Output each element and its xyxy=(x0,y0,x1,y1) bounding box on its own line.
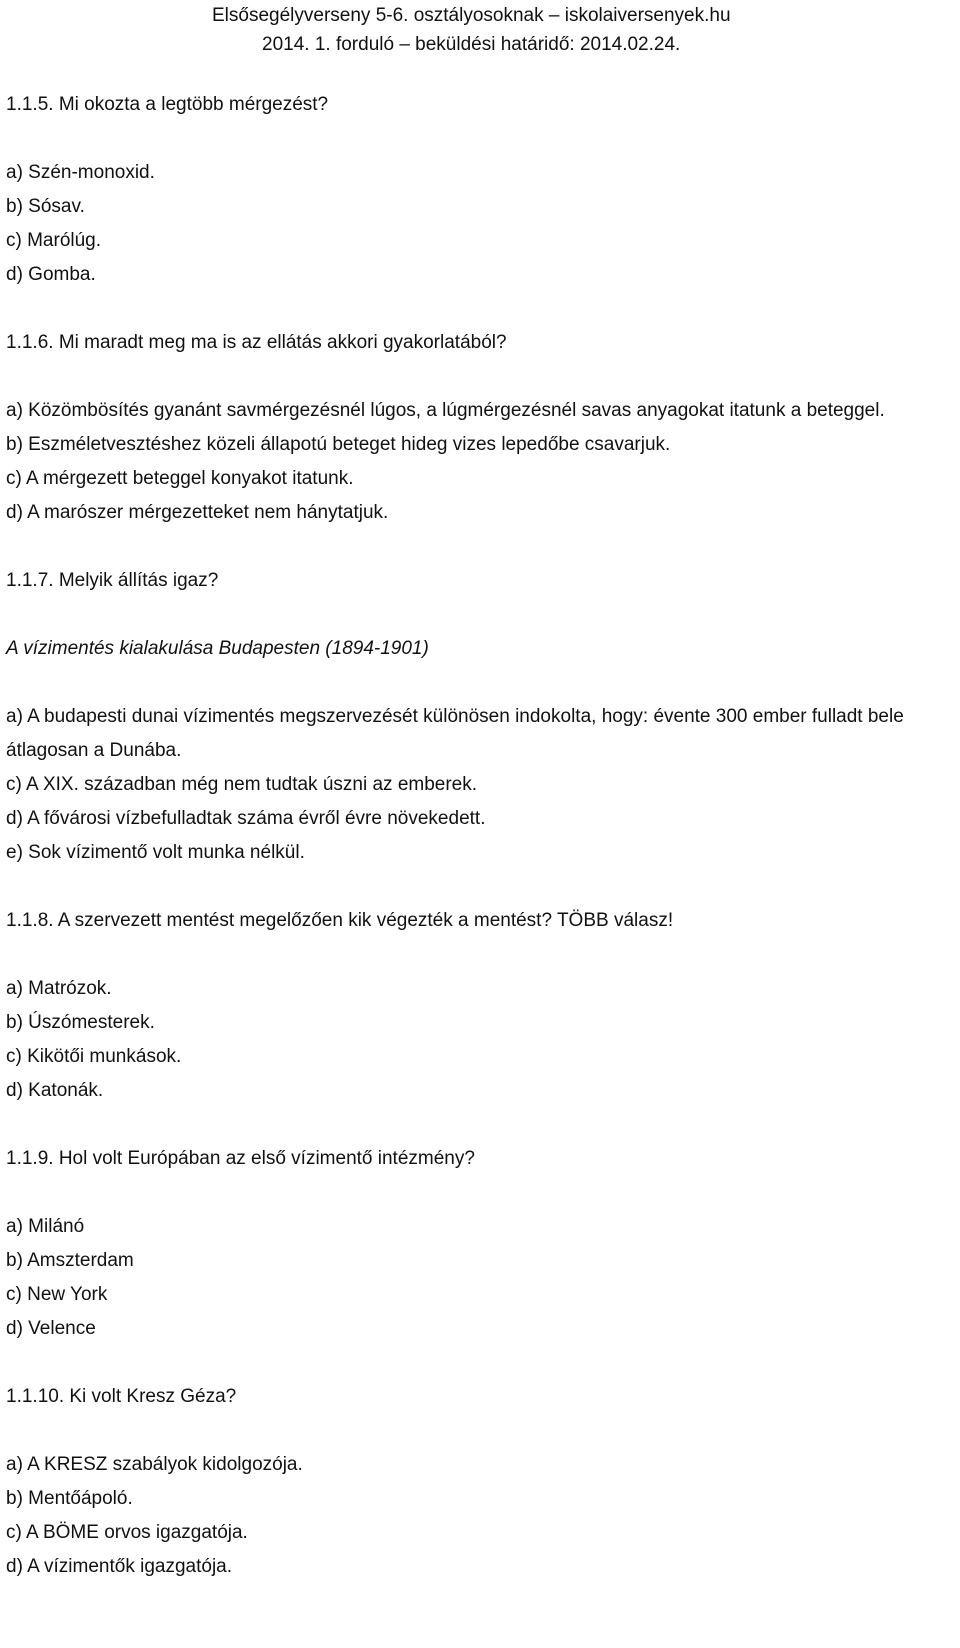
question-1-1-8 xyxy=(6,904,951,1108)
answer-option: e) Sok vízimentő volt munka nélkül. xyxy=(6,842,305,863)
answer-option: c) New York xyxy=(6,1284,108,1305)
answer-option: c) A mérgezett beteggel konyakot itatunk. xyxy=(6,468,354,489)
question-subtitle: A vízimentés kialakulása Budapesten (1894-1901) xyxy=(6,638,429,659)
answer-option: a) A budapesti dunai vízimentés megszervezését különösen indokolta, hogy: évente 300 ember fulladt bele átlagosan a Dunába. xyxy=(6,706,904,761)
question-text: 1.1.9. Hol volt Európában az első vízimentő intézmény? xyxy=(6,1148,475,1169)
question-text: 1.1.5. Mi okozta a legtöbb mérgezést? xyxy=(6,94,329,115)
answer-option: a) A KRESZ szabályok kidolgozója. xyxy=(6,1454,303,1475)
question-text: 1.1.6. Mi maradt meg ma is az ellátás akkori gyakorlatából? xyxy=(6,332,507,353)
header-deadline: 2014. 1. forduló – beküldési határidő: 2014.02.24. xyxy=(262,34,681,55)
answer-option: d) A marószer mérgezetteket nem hánytatjuk. xyxy=(6,502,389,523)
question-1-1-5 xyxy=(6,88,951,292)
answer-option: b) Sósav. xyxy=(6,196,85,217)
answer-option: b) Úszómesterek. xyxy=(6,1012,155,1033)
answer-option: a) Matrózok. xyxy=(6,978,112,999)
question-text: 1.1.8. A szervezett mentést megelőzően kik végezték a mentést? TÖBB válasz! xyxy=(6,910,674,931)
question-1-1-9 xyxy=(6,1142,951,1346)
answer-option: c) Kikötői munkások. xyxy=(6,1046,182,1067)
question-1-1-6 xyxy=(6,326,951,530)
answer-option: a) Közömbösítés gyanánt savmérgezésnél lúgos, a lúgmérgezésnél savas anyagokat itatunk a beteggel. xyxy=(6,400,885,421)
answer-option: b) Amszterdam xyxy=(6,1250,134,1271)
question-text: 1.1.10. Ki volt Kresz Géza? xyxy=(6,1386,237,1407)
question-1-1-7 xyxy=(6,564,951,870)
answer-option: b) Eszméletvesztéshez közeli állapotú beteget hideg vizes lepedőbe csavarjuk. xyxy=(6,434,671,455)
answer-option: c) Marólúg. xyxy=(6,230,102,251)
answer-option: d) Katonák. xyxy=(6,1080,104,1101)
document-body xyxy=(6,88,951,1584)
answer-option: c) A XIX. században még nem tudtak úszni az emberek. xyxy=(6,774,478,795)
question-1-1-10 xyxy=(6,1380,951,1584)
answer-option: d) A vízimentők igazgatója. xyxy=(6,1556,233,1577)
answer-option: d) Gomba. xyxy=(6,264,96,285)
answer-option: a) Szén-monoxid. xyxy=(6,162,155,183)
answer-option: d) A fővárosi vízbefulladtak száma évről évre növekedett. xyxy=(6,808,486,829)
question-text: 1.1.7. Melyik állítás igaz? xyxy=(6,570,219,591)
answer-option: a) Milánó xyxy=(6,1216,85,1237)
answer-option: d) Velence xyxy=(6,1318,96,1339)
answer-option: c) A BÖME orvos igazgatója. xyxy=(6,1522,248,1543)
answer-option: b) Mentőápoló. xyxy=(6,1488,133,1509)
header-title: Elsősegélyverseny 5-6. osztályosoknak – iskolaiversenyek.hu xyxy=(212,5,731,26)
